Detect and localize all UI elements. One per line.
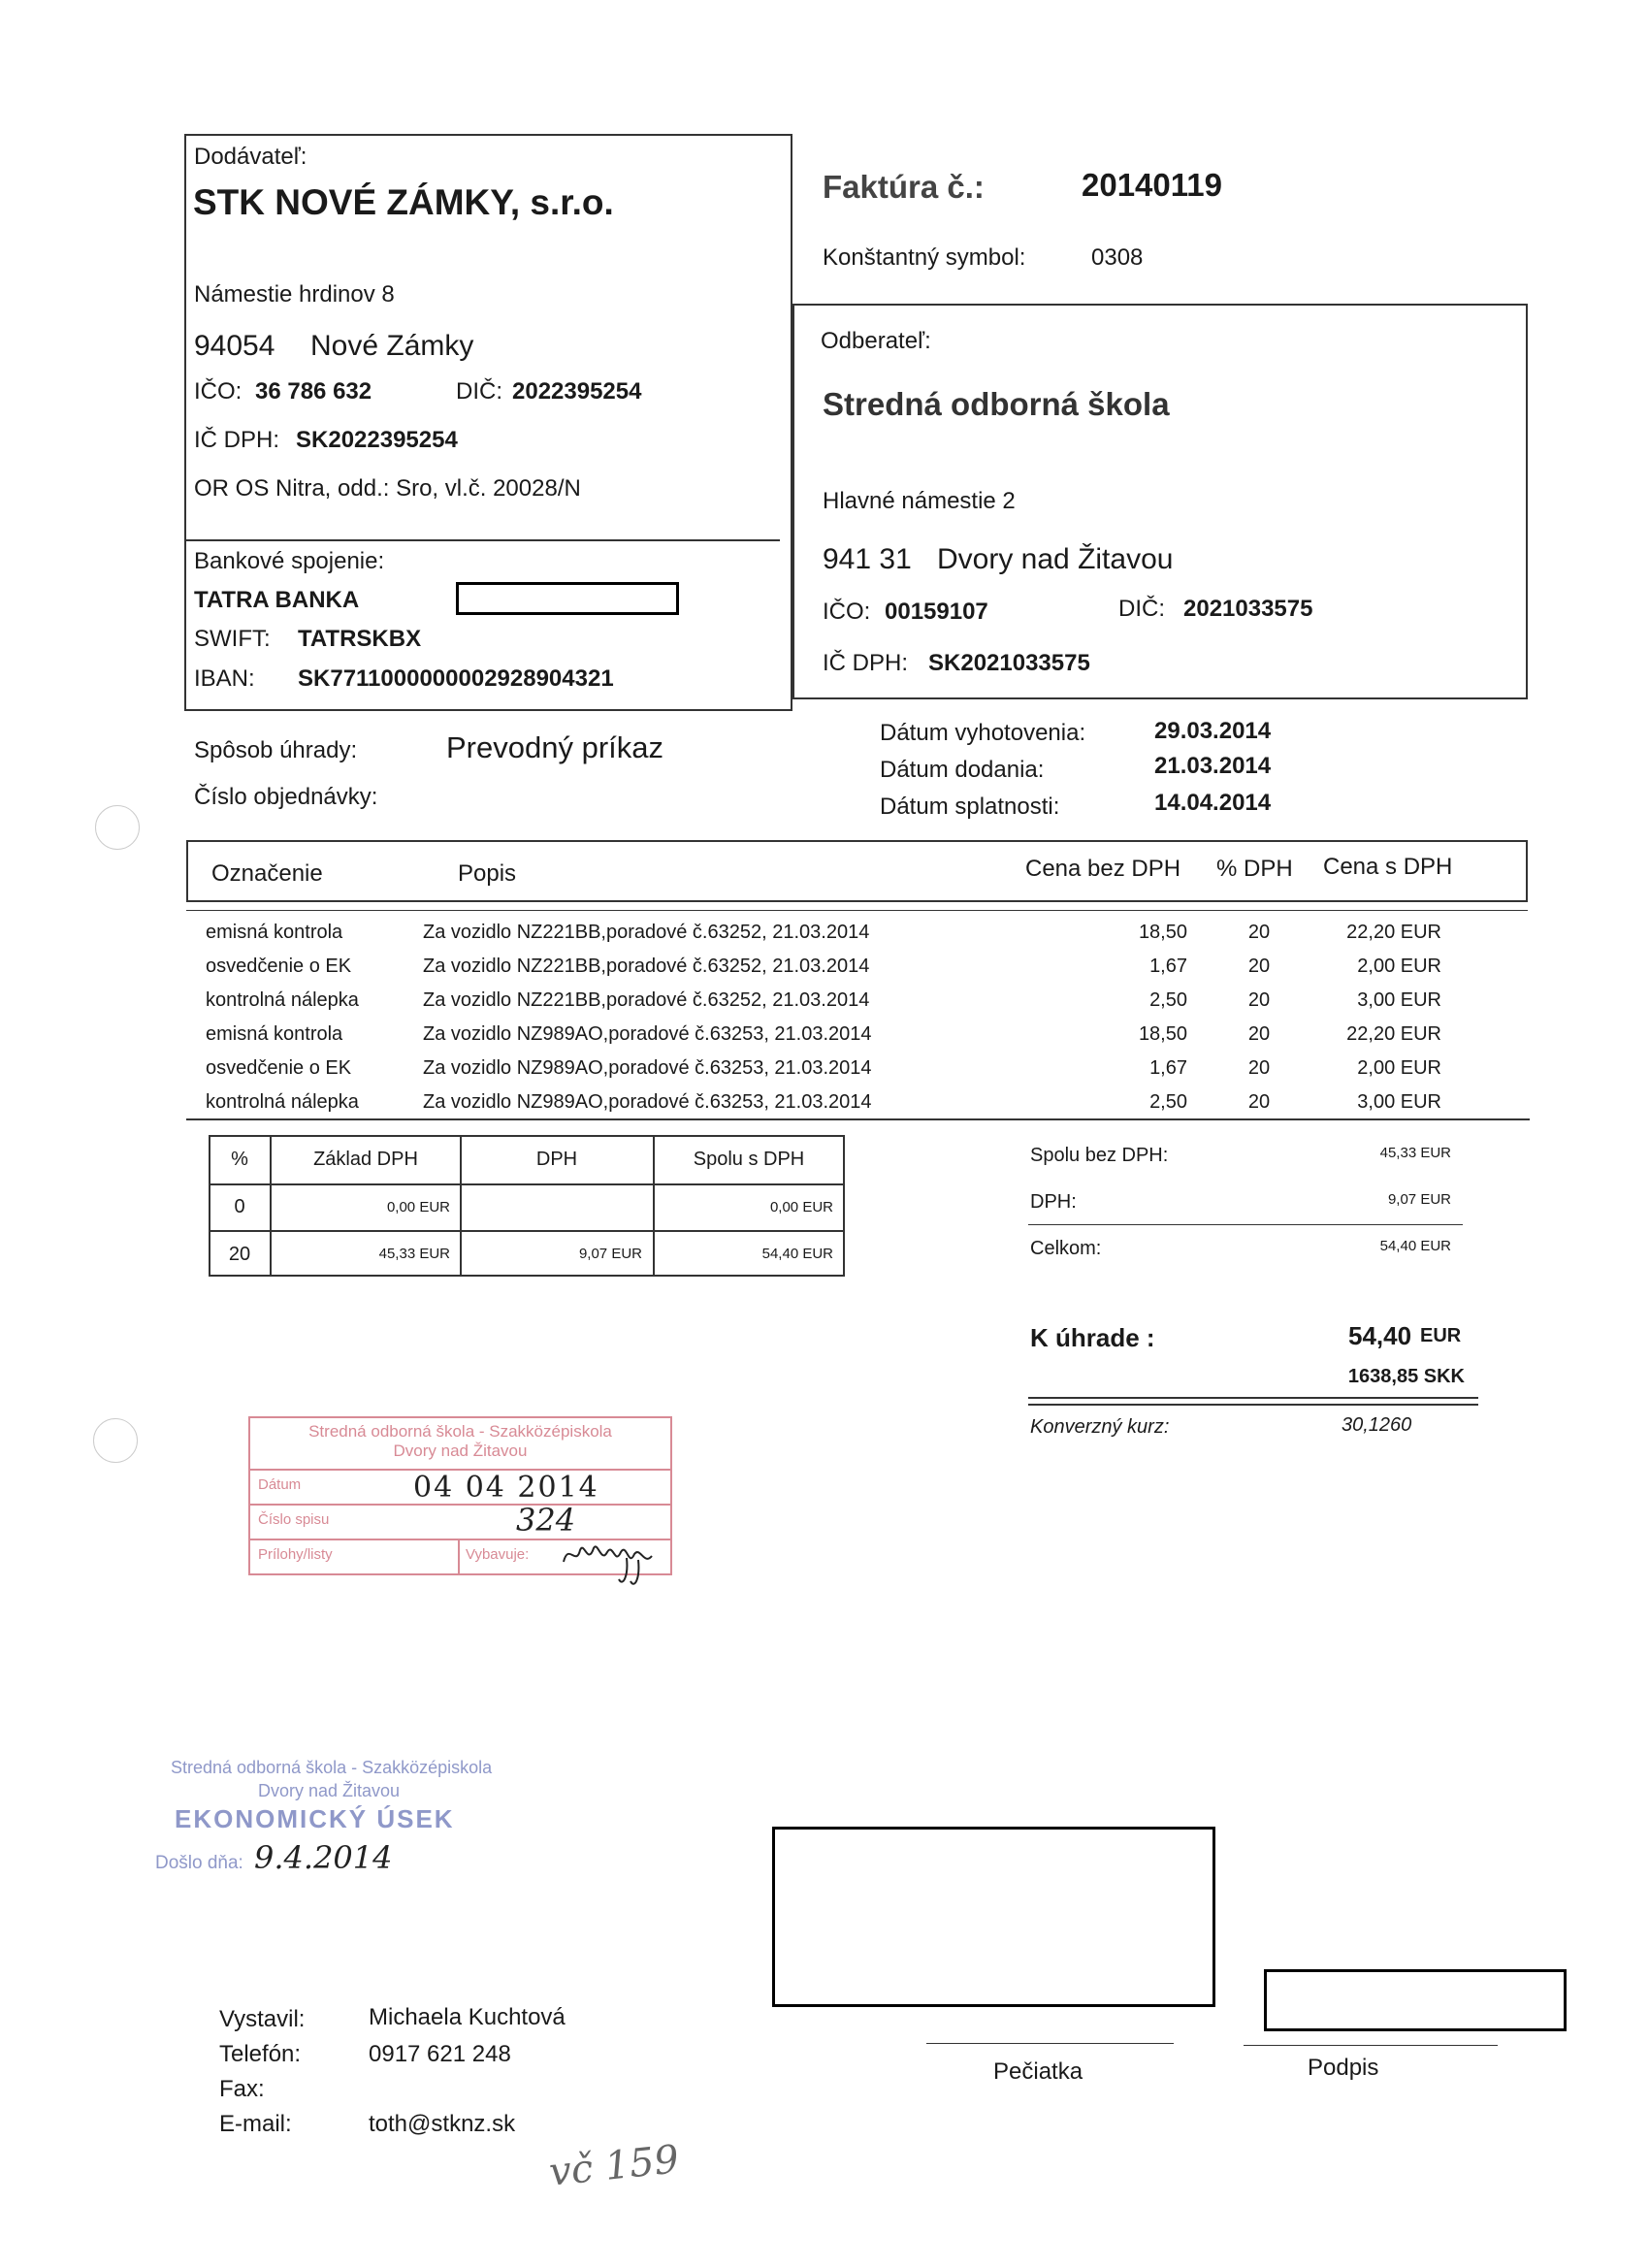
issued-by: Michaela Kuchtová [369,2004,566,2030]
redacted-account-box [456,582,679,615]
customer-icdph: SK2021033575 [928,650,1090,676]
item-net: 1,67 [1149,1057,1187,1079]
invoice-title-label: Faktúra č.: [823,169,985,205]
vat-row0-rate: 0 [234,1196,245,1217]
item-code: kontrolná nálepka [206,989,359,1011]
item-code: emisná kontrola [206,922,343,943]
supplier-name: STK NOVÉ ZÁMKY, s.r.o. [193,182,614,222]
vat-row0-base: 0,00 EUR [386,1199,450,1215]
payment-method: Prevodný príkaz [446,730,663,764]
date-issued: 29.03.2014 [1154,718,1272,744]
item-vat: 20 [1247,1091,1271,1113]
econ-stamp-line2: Dvory nad Žitavou [258,1781,401,1800]
punch-hole-top [95,805,140,850]
date-due-label: Dátum splatnosti: [880,794,1060,820]
item-net: 18,50 [1138,1023,1187,1045]
vat-row1-base: 45,33 EUR [378,1246,450,1262]
registry-date-label: Dátum [258,1476,302,1493]
item-desc: Za vozidlo NZ221BB,poradové č.63252, 21.03.2014 [423,989,870,1011]
date-issued-label: Dátum vyhotovenia: [880,720,1086,746]
issued-by-label: Vystavil: [219,2006,306,2032]
handwritten-note: vč 159 [546,2137,682,2195]
supplier-divider [184,539,780,541]
supplier-street: Námestie hrdinov 8 [194,281,395,308]
item-vat: 20 [1247,1057,1271,1079]
registry-handler-label: Vybavuje: [466,1546,530,1563]
iban-label: IBAN: [194,665,255,692]
phone-value: 0917 621 248 [369,2041,511,2067]
vat-row1-total: 54,40 EUR [761,1246,833,1262]
date-delivery-label: Dátum dodania: [880,757,1045,783]
vat-row0-total: 0,00 EUR [769,1199,833,1215]
customer-ico: 00159107 [885,599,988,625]
swift-label: SWIFT: [194,626,271,652]
item-code: osvedčenie o EK [206,1057,352,1079]
email-label: E-mail: [219,2111,292,2137]
item-gross: 22,20 EUR [1346,922,1441,943]
item-code: kontrolná nálepka [206,1091,359,1113]
item-gross: 3,00 EUR [1357,989,1441,1011]
customer-zip: 941 31 [823,543,912,575]
vat-row-sep-1 [209,1183,845,1185]
item-desc: Za vozidlo NZ221BB,poradové č.63252, 21.03.2014 [423,956,870,977]
vat-row-sep-2 [209,1230,845,1232]
stamp-line [926,2043,1174,2044]
amount-due-eur-unit: EUR [1420,1325,1462,1346]
customer-street: Hlavné námestie 2 [823,488,1016,514]
total-value: 54,40 EUR [1379,1238,1451,1254]
amount-due-eur: 54,40 [1348,1321,1412,1350]
vat-header-vat: DPH [535,1149,578,1170]
total-vat-label: DPH: [1030,1191,1077,1213]
vat-header-base: Základ DPH [313,1149,418,1170]
item-vat: 20 [1247,956,1271,977]
item-net: 2,50 [1149,989,1187,1011]
col-header-code: Označenie [211,860,323,887]
customer-ico-label: IČO: [823,599,871,625]
customer-icdph-label: IČ DPH: [823,650,909,676]
registry-handler-signature [559,1523,665,1591]
item-gross: 2,00 EUR [1357,956,1441,977]
item-net: 18,50 [1138,922,1187,943]
amount-due-skk: 1638,85 SKK [1347,1366,1465,1387]
registry-stamp-line2: Dvory nad Žitavou [393,1442,528,1460]
customer-dic-label: DIČ: [1118,596,1165,622]
item-desc: Za vozidlo NZ221BB,poradové č.63252, 21.03.2014 [423,922,870,943]
customer-name: Stredná odborná škola [823,386,1170,422]
item-vat: 20 [1247,922,1271,943]
item-gross: 3,00 EUR [1357,1091,1441,1113]
vat-header-total: Spolu s DPH [693,1149,805,1170]
punch-hole-bottom [93,1418,138,1463]
supplier-label: Dodávateľ: [194,144,307,170]
payment-method-label: Spôsob úhrady: [194,737,358,763]
registry-date-value: 04 04 2014 [413,1471,599,1505]
item-gross: 22,20 EUR [1346,1023,1441,1045]
order-number-label: Číslo objednávky: [194,784,378,810]
item-gross: 2,00 EUR [1357,1057,1441,1079]
bank-name: TATRA BANKA [194,587,360,613]
supplier-dic-label: DIČ: [456,378,502,405]
registry-stamp-line1: Stredná odborná škola - Szakközépiskola [308,1422,612,1441]
registry-number-value: 324 [516,1502,576,1539]
item-code: osvedčenie o EK [206,956,352,977]
supplier-ico-label: IČO: [194,378,242,405]
registry-stamp [248,1416,672,1575]
conversion-rate: 30,1260 [1342,1414,1412,1436]
item-vat: 20 [1247,1023,1271,1045]
item-net: 2,50 [1149,1091,1187,1113]
bank-label: Bankové spojenie: [194,548,385,574]
fax-label: Fax: [219,2076,265,2102]
econ-stamp-line1: Stredná odborná škola - Szakközépiskola [171,1758,493,1777]
due-underline-2 [1028,1404,1478,1406]
phone-label: Telefón: [219,2041,302,2067]
col-header-vat: % DPH [1216,856,1293,882]
total-vat: 9,07 EUR [1387,1191,1451,1208]
item-vat: 20 [1247,989,1271,1011]
total-net: 45,33 EUR [1379,1145,1451,1161]
swift-value: TATRSKBX [298,626,422,652]
customer-city: Dvory nad Žitavou [937,543,1174,575]
item-code: emisná kontrola [206,1023,343,1045]
econ-stamp-line3: EKONOMICKÝ ÚSEK [175,1804,455,1833]
customer-label: Odberateľ: [821,328,931,354]
conversion-rate-label: Konverzný kurz: [1030,1416,1170,1438]
items-header-underline [186,910,1528,911]
supplier-register: OR OS Nitra, odd.: Sro, vl.č. 20028/N [194,475,581,502]
total-label: Celkom: [1030,1238,1102,1259]
supplier-dic: 2022395254 [512,378,642,405]
invoice-number: 20140119 [1082,167,1223,203]
total-net-label: Spolu bez DPH: [1030,1145,1169,1166]
ks-value: 0308 [1091,244,1144,271]
vat-row1-rate: 20 [228,1244,251,1265]
item-desc: Za vozidlo NZ989AO,poradové č.63253, 21.03.2014 [423,1023,872,1045]
supplier-zip: 94054 [194,330,275,362]
item-desc: Za vozidlo NZ989AO,poradové č.63253, 21.03.2014 [423,1091,872,1113]
supplier-icdph: SK2022395254 [296,427,458,453]
registry-number-label: Číslo spisu [258,1511,330,1528]
econ-received-label: Došlo dňa: [155,1853,243,1873]
econ-received-value: 9.4.2014 [254,1839,393,1876]
redacted-signature-box [1264,1969,1567,2031]
signature-caption: Podpis [1308,2055,1379,2081]
col-header-desc: Popis [458,860,517,887]
iban-value: SK7711000000002928904321 [298,665,614,692]
supplier-icdph-label: IČ DPH: [194,427,280,453]
redacted-stamp-box [772,1827,1215,2007]
item-net: 1,67 [1149,956,1187,977]
totals-sep [1028,1224,1463,1225]
item-desc: Za vozidlo NZ989AO,poradové č.63253, 21.03.2014 [423,1057,872,1079]
vat-header-rate: % [231,1149,248,1170]
date-due: 14.04.2014 [1154,790,1272,816]
ks-label: Konštantný symbol: [823,244,1026,271]
col-header-net: Cena bez DPH [1025,856,1181,882]
registry-attachments-label: Prílohy/listy [258,1546,333,1563]
signature-line [1244,2045,1498,2046]
stamp-caption: Pečiatka [993,2058,1083,2085]
amount-due-label: K úhrade : [1030,1323,1155,1352]
customer-dic: 2021033575 [1183,596,1313,622]
supplier-city: Nové Zámky [310,330,474,362]
date-delivery: 21.03.2014 [1154,753,1272,779]
due-underline-1 [1028,1397,1478,1399]
items-bottom-line [186,1118,1530,1120]
supplier-ico: 36 786 632 [255,378,372,405]
vat-row1-vat: 9,07 EUR [578,1246,642,1262]
col-header-gross: Cena s DPH [1323,854,1453,880]
email-value: toth@stknz.sk [369,2111,516,2137]
